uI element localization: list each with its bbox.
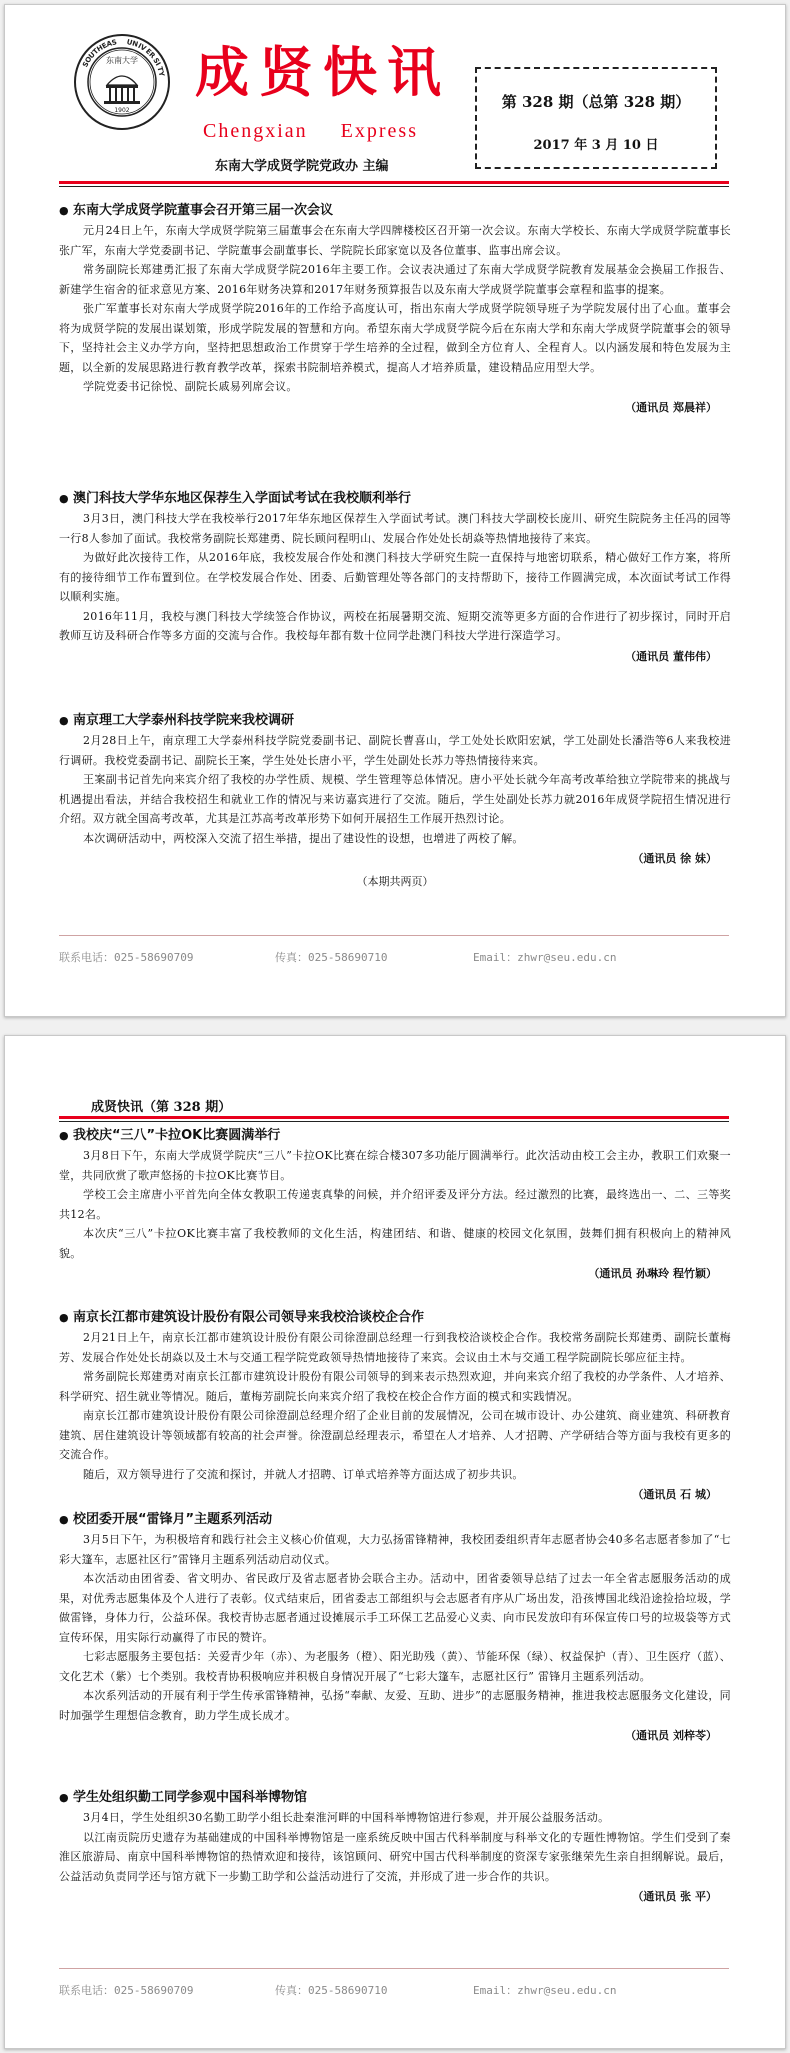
article-paragraph: 常务副院长郑建勇汇报了东南大学成贤学院2016年主要工作。会议表决通过了东南大学成贤学院教育发展基金会换届工作报告、新建学生宿舍的征求意见方案、2016年财务决算和2017年财务预算报告以及东南大学成贤学院董事会章程和监事的提案。: [59, 263, 731, 296]
bullet-icon: ●: [59, 492, 69, 505]
svg-text:SI: SI: [151, 56, 163, 68]
svg-text:TY: TY: [155, 65, 166, 78]
article-paragraph: 2016年11月，我校与澳门科技大学续签合作协议，两校在拓展暑期交流、短期交流等更多方面的合作进行了初步探讨，同时开启教师互访及科研合作等多方面的交流与合作。我校每年都有数十位同学赴澳门科技大学进行深造学习。: [59, 609, 731, 642]
running-header: 成贤快讯（第 328 期）: [91, 1100, 232, 1115]
masthead-divider-red: [59, 181, 729, 184]
university-seal-logo: [73, 33, 171, 131]
svg-text:IV: IV: [136, 41, 148, 53]
article-headline: ● 澳门科技大学华东地区保荐生入学面试考试在我校顺利举行: [59, 489, 731, 509]
footer-fax: 传真：025-58690710: [275, 1984, 388, 1997]
article-paragraph: 3月3日，澳门科技大学在我校举行2017年华东地区保荐生入学面试考试。澳门科技大学副校长庞川、研究生院院务主任冯的园等一行8人参加了面试。我校常务副院长郑建勇、院长顾问程明山、发展合作处处长胡焱等热情地接待了来宾。: [59, 512, 731, 545]
svg-text:1902: 1902: [114, 107, 130, 114]
header-divider-red: [59, 1116, 729, 1119]
article-headline: ● 南京理工大学泰州科技学院来我校调研: [59, 711, 731, 731]
article-headline: ● 校团委开展“雷锋月”主题系列活动: [59, 1510, 731, 1530]
header-divider-black: [59, 1121, 729, 1122]
footer-divider: [59, 1968, 729, 1969]
newsletter-page-2: [4, 1035, 786, 2049]
article-paragraph: 为做好此次接待工作，从2016年底，我校发展合作处和澳门科技大学研究生院一直保持与地密切联系，精心做好工作方案，将所有的接待细节工作布置到位。在学校发展合作处、团委、后勤管理处等各部门的支持帮助下，接待工作圆满完成，本次面试考试工作得以顺利实施。: [59, 551, 731, 603]
footer-email: Email：zhwr@seu.edu.cn: [473, 951, 617, 964]
issue-info-box: [475, 67, 717, 169]
newsletter-page-1: [4, 4, 786, 1017]
article-paragraph: 七彩志愿服务主要包括：关爱青少年（赤）、为老服务（橙）、阳光助残（黄）、节能环保（绿）、权益保护（青）、卫生医疗（蓝）、文化艺术（紫）七个类别。我校青协积极响应并积极自身情况开展了“七彩大篷车，志愿社区行” 雷锋月主题系列活动。: [59, 1650, 731, 1683]
article-paragraph: 2月28日上午，南京理工大学泰州科技学院党委副书记、副院长曹喜山，学工处处长欧阳宏斌，学工处副处长潘浩等6人来我校进行调研。我校党委副书记、副院长王案，学生处处长唐小平，学生处副处长苏力等热情接待来宾。: [59, 734, 731, 767]
masthead-divider-black: [59, 186, 729, 187]
svg-text:东南大学: 东南大学: [106, 56, 138, 65]
article-paragraph: 本次系列活动的开展有利于学生传承雷锋精神，弘扬“奉献、友爱、互助、进步”的志愿服务精神，推进我校志愿服务文化建设，同时加强学生理想信念教育，助力学生成长成才。: [59, 1689, 731, 1722]
article-paragraph: 学院党委书记徐悦、副院长戚易列席会议。: [83, 380, 298, 393]
footer-phone: 联系电话：025-58690709: [59, 951, 194, 964]
article-paragraph: 张广军董事长对东南大学成贤学院2016年的工作给予高度认可，指出东南大学成贤学院领导班子为学院发展付出了心血。董事会将为成贤学院的发展出谋划策，形成学院发展的智慧和方向。希望东南大学成贤学院今后在东南大学和东南大学成贤学院董事会的领导下，坚持社会主义办学方向，坚持把思想政治工作贯穿于学生培养的全过程，做到全方位育人、全程育人。以内涵发展和特色发展为主题，以全新的发展思路进行教育教学改革，探索书院制培养模式，提高人才培养质量，建设精品应用型大学。: [59, 302, 731, 374]
article-paragraph: 元月24日上午，东南大学成贤学院第三届董事会在东南大学四牌楼校区召开第一次会议。东南大学校长、东南大学成贤学院董事长张广军，东南大学党委副书记、学院董事会副董事长、学院院长邱家宽以及各位董事、监事出席会议。: [59, 224, 731, 257]
article-byline: （通讯员 刘梓苓）: [625, 1729, 717, 1742]
bullet-icon: ●: [59, 1311, 69, 1324]
article-paragraph: 随后，双方领导进行了交流和探讨，并就人才招聘、订单式培养等方面达成了初步共识。: [83, 1467, 524, 1481]
article: [59, 489, 731, 668]
svg-text:UT: UT: [87, 47, 101, 61]
newsletter-subtitle: Chengxian Express: [203, 120, 418, 142]
article: [59, 201, 731, 419]
article-paragraph: 本次活动由团省委、省文明办、省民政厅及省志愿者协会联合主办。活动中，团省委领导总结了过去一年全省志愿服务活动的成果，对优秀志愿集体及个人进行了表彰。仪式结束后，团省委志工部组织与会志愿者有序从广场出发，沿孩博国北线沿途捡拾垃圾，学做雷锋，身体力行，公益环保。我校青协志愿者通过设摊展示手工环保工艺品爱心义卖、向市民发放印有环保宣传口号的垃圾袋等方式宣传环保，用实际行动赢得了市民的赞许。: [59, 1572, 731, 1644]
article: [59, 1126, 731, 1285]
footer-divider: [59, 935, 729, 936]
issue-number: 第 328 期（总第 328 期）: [501, 93, 691, 111]
article-paragraph: 本次调研活动中，两校深入交流了招生举措，提出了建设性的设想，也增进了两校了解。: [83, 831, 524, 845]
footer-phone: 联系电话：025-58690709: [59, 1984, 194, 1997]
bullet-icon: ●: [59, 1791, 69, 1804]
article-paragraph: 以江南贡院历史遗存为基础建成的中国科举博物馆是一座系统反映中国古代科举制度与科举文化的专题性博物馆。学生们受到了秦淮区旅游局、南京中国科举博物馆的热情欢迎和接待，该馆顾问、研究中国古代科举制度的资深专家张继荣先生亲自担纲解说。最后，公益活动负责同学还与馆方就下一步勤工助学和公益活动进行了交流，并形成了进一步合作的共识。: [59, 1830, 731, 1883]
article: [59, 711, 731, 892]
footer-fax: 传真：025-58690710: [275, 951, 388, 964]
article-byline: （通讯员 董伟伟）: [625, 649, 717, 663]
article: [59, 1510, 731, 1747]
article-paragraph: 南京长江都市建筑设计股份有限公司徐澄副总经理介绍了企业目前的发展情况，公司在城市设计、办公建筑、商业建筑、科研教育建筑、居住建筑设计等领域都有较高的社会声誉。徐澄副总经理表示，希望在人才培养、人才招聘、产学研结合等方面与我校有更多的交流合作。: [59, 1409, 731, 1461]
article-byline: （通讯员 徐 妹）: [632, 852, 717, 865]
issue-date: 2017 年 3 月 10 日: [533, 138, 659, 153]
svg-text:AS: AS: [105, 38, 118, 49]
article-paragraph: 本次庆“三八”卡拉OK比赛丰富了我校教师的文化生活，构建团结、和谐、健康的校园文化氛围，鼓舞们拥有积极向上的精神风貌。: [59, 1227, 732, 1260]
article-paragraph: 常务副院长郑建勇对南京长江都市建筑设计股份有限公司领导的到来表示热烈欢迎，并向来宾介绍了我校的办学条件、人才培养、科学研究、招生就业等情况。随后，董梅芳副院长向来宾介绍了我校在校企合作方面的模式和实践情况。: [59, 1370, 731, 1403]
article-paragraph: 2月21日上午，南京长江都市建筑设计股份有限公司徐澄副总经理一行到我校洽谈校企合作。我校常务副院长郑建勇、副院长董梅芳、发展合作处处长胡焱以及土木与交通工程学院党政领导热情地接待了来宾。会议由土木与交通工程学院副院长邬应征主持。: [59, 1331, 731, 1364]
newsletter-title: 成贤快讯: [195, 40, 451, 104]
article-byline: （通讯员 郑晨祥）: [625, 400, 717, 414]
article-headline: ● 东南大学成贤学院董事会召开第三届一次会议: [59, 201, 731, 221]
article-paragraph: 3月4日，学生处组织30名勤工助学小组长赴秦淮河畔的中国科举博物馆进行参观，并开展公益服务活动。: [83, 1811, 610, 1824]
svg-text:UN: UN: [125, 38, 139, 49]
footer-email: Email：zhwr@seu.edu.cn: [473, 1984, 617, 1997]
newsletter-organizer: 东南大学成贤学院党政办 主编: [215, 159, 389, 174]
svg-text:HE: HE: [95, 41, 109, 54]
page-count-note: （本期共两页）: [356, 875, 434, 888]
article-headline: ● 南京长江都市建筑设计股份有限公司领导来我校洽谈校企合作: [59, 1308, 731, 1328]
bullet-icon: ●: [59, 1513, 69, 1526]
article-paragraph: 3月5日下午，为积极培育和践行社会主义核心价值观，大力弘扬雷锋精神，我校团委组织青年志愿者协会40多名志愿者参加了“七彩大篷车，志愿社区行”雷锋月主题系列活动启动仪式。: [59, 1533, 731, 1566]
article: [59, 1308, 731, 1506]
article-byline: （通讯员 张 平）: [632, 1890, 717, 1903]
article-paragraph: 学校工会主席唐小平首先向全体女教职工传递衷真挚的问候，并介绍评委及评分方法。经过激烈的比赛，最终选出一、二、三等奖共12名。: [59, 1188, 731, 1221]
svg-text:SO: SO: [81, 55, 94, 69]
article: [59, 1788, 731, 1908]
article-headline: ● 我校庆“三八”卡拉OK比赛圆满举行: [59, 1126, 731, 1146]
article-paragraph: 王案副书记首先向来宾介绍了我校的办学性质、规模、学生管理等总体情况。唐小平处长就今年高考改革给独立学院带来的挑战与机遇提出看法，并结合我校招生和就业工作的情况与来访嘉宾进行了交流。随后，学生处副处长苏力就2016年成贤学院招生情况进行介绍。双方就全国高考改革，尤其是江苏高考改革形势下如何开展招生工作展开热烈讨论。: [59, 773, 731, 825]
bullet-icon: ●: [59, 714, 69, 727]
bullet-icon: ●: [59, 1129, 69, 1142]
bullet-icon: ●: [59, 204, 69, 217]
svg-text:ER: ER: [143, 47, 157, 61]
article-headline: ● 学生处组织勤工同学参观中国科举博物馆: [59, 1788, 731, 1808]
article-paragraph: 3月8日下午，东南大学成贤学院庆“三八”卡拉OK比赛在综合楼307多功能厅圆满举行。此次活动由校工会主办，教职工们欢聚一堂，共同欣赏了歌声悠扬的卡拉OK比赛节目。: [59, 1149, 731, 1182]
article-byline: （通讯员 石 城）: [632, 1488, 717, 1501]
article-byline: （通讯员 孙琳玲 程竹颖）: [588, 1267, 717, 1280]
